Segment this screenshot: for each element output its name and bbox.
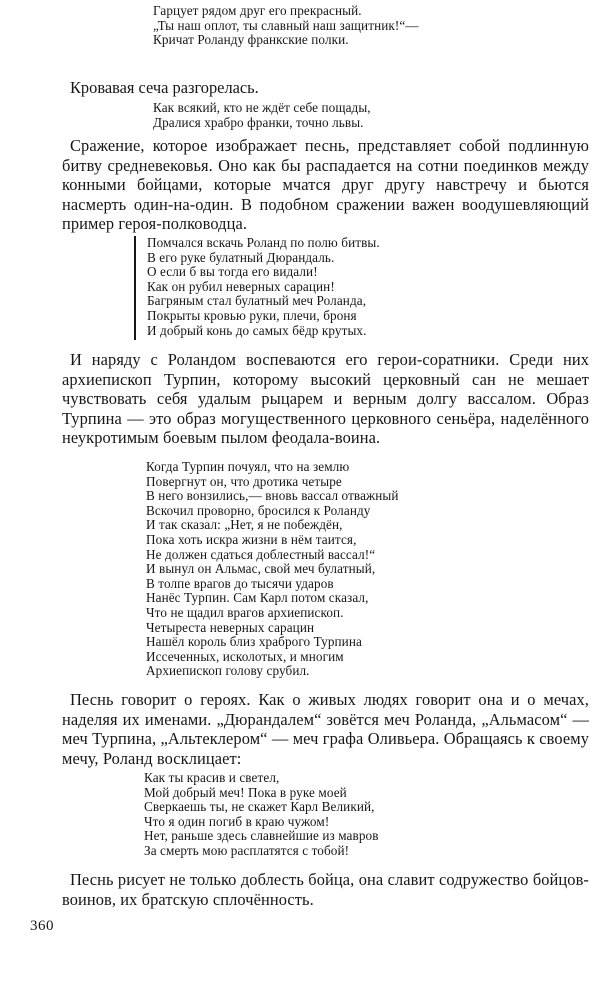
paragraph-2: И наряду с Роландом воспеваются его герои-соратники. Среди них архиепископ Турпин, которому высокий церковный сан не мешает чувствовать себя удалым рыцарем и верным долгу вассалом. Образ Турпина — это образ могущественного церковного сеньёра, наделённого неукротимым боевым пылом феодала-воина. bbox=[62, 350, 589, 448]
verse-line: Кричат Роланду франкские полки. bbox=[153, 32, 349, 48]
verse-block-4 bbox=[146, 460, 399, 679]
verse-line: В толпе врагов до тысячи ударов bbox=[146, 575, 334, 591]
verse-line: Вскочил проворно, бросился к Роланду bbox=[146, 502, 371, 518]
verse-margin-bar bbox=[134, 236, 136, 340]
verse-block-5 bbox=[144, 771, 379, 859]
verse-line: И так сказал: „Нет, я не побеждён, bbox=[146, 517, 343, 533]
verse-line: Нет, раньше здесь славнейшие из мавров bbox=[144, 828, 379, 844]
verse-line: Сверкаешь ты, не скажет Карл Великий, bbox=[144, 799, 375, 815]
verse-line: Как ты красив и светел, bbox=[144, 770, 280, 785]
verse-line: „Ты наш оплот, ты славный наш защитник!“— bbox=[153, 17, 419, 33]
verse-line: Иссеченных, исколотых, и многим bbox=[146, 648, 344, 664]
verse-block-2 bbox=[153, 101, 371, 130]
verse-line: И добрый конь до самых бёдр крутых. bbox=[147, 322, 367, 338]
verse-line: Архиепископ голову срубил. bbox=[146, 663, 310, 679]
verse-line: И вынул он Альмас, свой меч булатный, bbox=[146, 561, 376, 577]
verse-line: В него вонзились,— вновь вассал отважный bbox=[146, 488, 399, 504]
verse-line: Когда Турпин почуял, что на землю bbox=[146, 459, 350, 474]
verse-line: Четыреста неверных сарацин bbox=[146, 619, 315, 635]
verse-line: Дралися храбро франки, точно львы. bbox=[153, 114, 364, 130]
verse-line: За смерть мою расплатятся с тобой! bbox=[144, 842, 350, 858]
verse-block-3 bbox=[147, 236, 380, 338]
page-number: 360 bbox=[30, 918, 54, 934]
verse-line: Что не щадил врагов архиепископ. bbox=[146, 604, 344, 620]
verse-line: Багряным стал булатный меч Роланда, bbox=[147, 293, 367, 309]
verse-line: Нанёс Турпин. Сам Карл потом сказал, bbox=[146, 590, 369, 606]
verse-line: Помчался вскачь Роланд по полю битвы. bbox=[147, 235, 380, 250]
verse-line: Как он рубил неверных сарацин! bbox=[147, 278, 335, 294]
verse-line: Не должен сдаться доблестный вассал!“ bbox=[146, 546, 376, 562]
verse-block-1 bbox=[153, 4, 419, 48]
verse-line: В его руке булатный Дюрандаль. bbox=[147, 249, 335, 265]
verse-line: О если б вы тогда его видали! bbox=[147, 264, 318, 280]
paragraph-3: Песнь говорит о героях. Как о живых людях говорит она и о мечах, наделяя их именами. „Дюрандалем“ зовётся меч Роланда, „Альмасом“ — меч Турпина, „Альтеклером“ — меч графа Оливьера. Обращаясь к своему мечу, Роланд восклицает: bbox=[62, 690, 589, 768]
verse-line: Как всякий, кто не ждёт себе пощады, bbox=[153, 100, 371, 115]
verse-line: Покрыты кровью руки, плечи, броня bbox=[147, 307, 357, 323]
verse-line: Что я один погиб в краю чужом! bbox=[144, 813, 330, 829]
paragraph-4: Песнь рисует не только доблесть бойца, она славит содружество бойцов-воинов, их братскую сплочённость. bbox=[62, 870, 589, 909]
verse-line: Повергнут он, что дротика четыре bbox=[146, 473, 342, 489]
verse-line: Нашёл король близ храброго Турпина bbox=[146, 634, 362, 650]
verse-line: Гарцует рядом друг его прекрасный. bbox=[153, 3, 362, 18]
text-line-battle: Кровавая сеча разгорелась. bbox=[70, 78, 259, 97]
verse-line: Пока хоть искра жизни в нём таится, bbox=[146, 531, 357, 547]
paragraph-1: Сражение, которое изображает песнь, представляет собой подлинную битву средневековья. Оно как бы распадается на сотни поединков между конными бойцами, которые мчатся друг другу навстречу и бьются насмерть один-на-один. В подобном сражении важен воодушевляющий пример героя-полководца. bbox=[62, 136, 589, 234]
verse-line: Мой добрый меч! Пока в руке моей bbox=[144, 784, 347, 800]
